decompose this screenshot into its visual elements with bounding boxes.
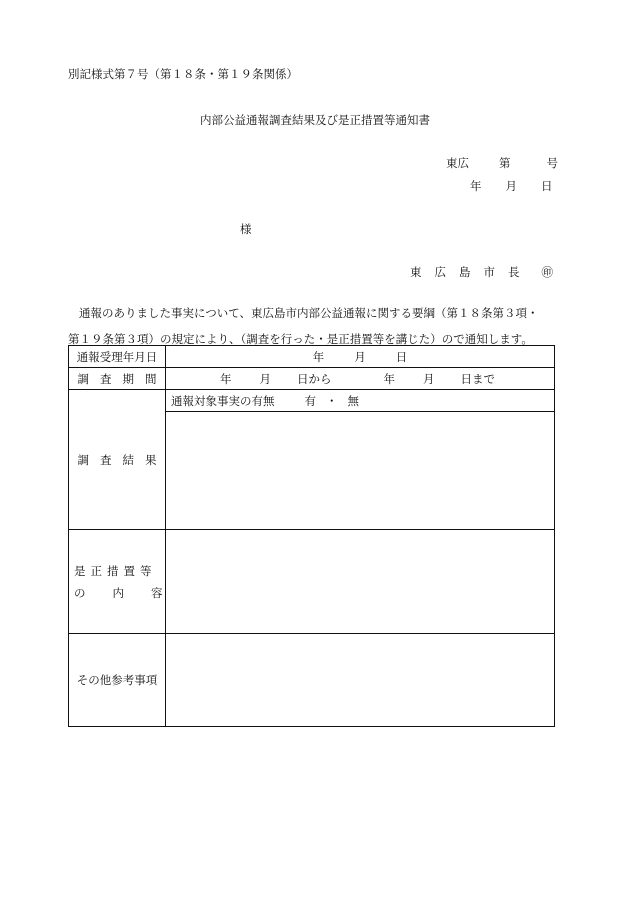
seal-mark: ㊞ <box>541 265 553 279</box>
sender-char: 広 <box>434 265 446 279</box>
date-year: 年 <box>470 179 482 193</box>
period-end-year: 年 <box>383 371 395 386</box>
received-date-field[interactable] <box>166 346 555 368</box>
received-month: 月 <box>354 349 366 364</box>
received-day: 日 <box>395 349 408 364</box>
label-char: の <box>74 585 86 600</box>
label-char: 結 <box>122 452 134 467</box>
addressee: 様 <box>240 222 252 236</box>
date-month: 月 <box>505 179 517 193</box>
label-char: 内 <box>112 585 124 600</box>
label-char: 正 <box>90 563 102 578</box>
measure-label-line-2 <box>74 582 165 604</box>
row-fact <box>69 390 555 412</box>
period-start-month: 月 <box>259 371 271 386</box>
label-char: 査 <box>100 371 112 386</box>
date-day: 日 <box>541 179 553 193</box>
investigation-result-field[interactable] <box>166 412 555 530</box>
label-char: 果 <box>145 452 157 467</box>
sender-char: 長 <box>508 265 520 279</box>
label-char: 期 <box>122 371 134 386</box>
row-other <box>69 634 555 727</box>
body-line-2: 第１９条第３項）の規定により、（調査を行った・是正措置等を講じた）ので通知します。 <box>68 332 533 346</box>
investigation-result-label <box>69 390 166 530</box>
label-char: 置 <box>123 563 135 578</box>
fact-existence-field[interactable] <box>166 390 555 412</box>
row-measures <box>69 530 555 634</box>
ref-go: 号 <box>546 156 558 170</box>
fact-separator: ・ <box>326 393 338 408</box>
received-year: 年 <box>312 349 325 364</box>
label-char: 是 <box>74 563 86 578</box>
sender-char: 東 <box>410 265 422 279</box>
ref-dai: 第 <box>499 156 511 170</box>
label-char: 措 <box>107 563 119 578</box>
ref-prefix: 東広 <box>446 156 469 170</box>
document-title: 内部公益通報調査結果及び是正措置等通知書 <box>200 113 430 127</box>
row-investigation-period <box>69 368 555 390</box>
sender-char: 市 <box>483 265 495 279</box>
label-char: 査 <box>100 452 112 467</box>
reference-number <box>446 155 558 171</box>
issue-date <box>470 178 553 194</box>
fact-yes-option[interactable]: 有 <box>304 393 316 408</box>
form-reference: 別記様式第７号（第１８条・第１９条関係） <box>68 67 298 81</box>
label-char: 調 <box>77 452 89 467</box>
other-notes-field[interactable] <box>166 634 555 727</box>
period-end-day: 日まで <box>460 371 495 386</box>
corrective-measures-label <box>69 530 166 634</box>
label-char: 等 <box>140 563 152 578</box>
body-line-1: 通報のありました事実について、東広島市内部公益通報に関する要綱（第１８条第３項・ <box>79 306 539 320</box>
notice-table <box>68 345 555 727</box>
measure-label-line-1 <box>74 560 165 582</box>
investigation-period-field[interactable] <box>166 368 555 390</box>
corrective-measures-field[interactable] <box>166 530 555 634</box>
row-received-date <box>69 346 555 368</box>
period-end-month: 月 <box>423 371 435 386</box>
sender <box>410 264 553 280</box>
fact-no-option[interactable]: 無 <box>347 393 359 408</box>
received-date-label: 通報受理年月日 <box>69 346 166 368</box>
label-char: 調 <box>77 371 89 386</box>
label-char: 容 <box>151 585 163 600</box>
period-start-year: 年 <box>220 371 232 386</box>
label-char: 間 <box>145 371 157 386</box>
fact-existence-label: 通報対象事実の有無 <box>171 393 275 408</box>
period-start-day: 日から <box>297 371 332 386</box>
investigation-period-label <box>69 368 166 390</box>
sender-char: 島 <box>459 265 471 279</box>
other-notes-label: その他参考事項 <box>69 634 166 727</box>
